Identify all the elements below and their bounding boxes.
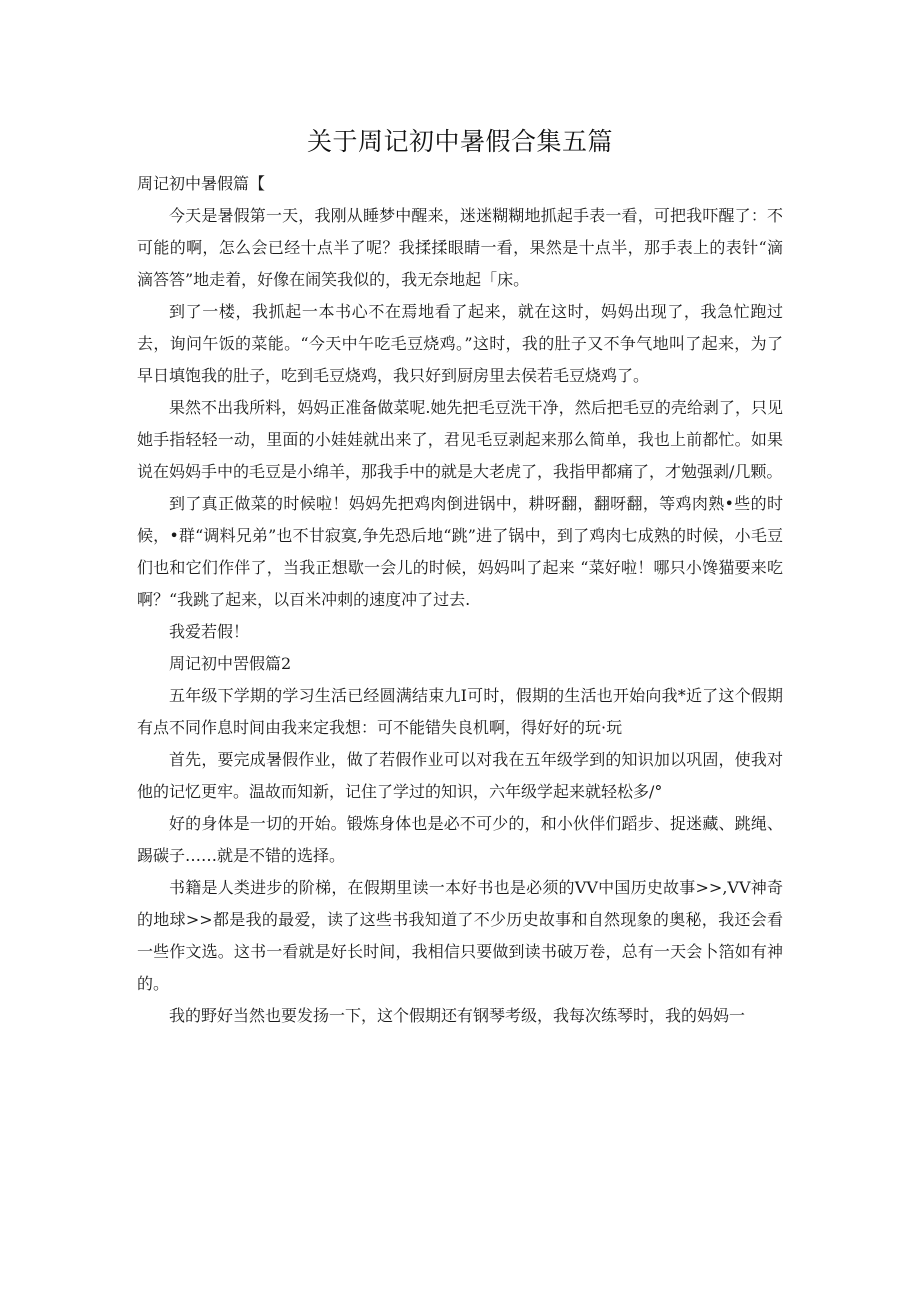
paragraph: 到了一楼，我抓起一本书心不在焉地看了起来，就在这时，妈妈出现了，我急忙跑过去，询问午饭的菜能。“今天中午吃毛豆烧鸡。”这时，我的肚子又不争气地叫了起来，为了早日填饱我的肚子，吃到毛豆烧鸡，我只好到厨房里去侯若毛豆烧鸡了。 <box>137 302 783 385</box>
paragraph: 好的身体是一切的开始。锻炼身体也是必不可少的，和小伙伴们蹈步、捉迷藏、跳绳、踢碳子……就是不错的选择。 <box>137 814 783 865</box>
paragraph: 书籍是人类进步的阶梯，在假期里读一本好书也是必须的VV中国历史故事>>,VV神奇的地球>>都是我的最爱，读了这些书我知道了不少历史故事和自然现象的奥秘，我还会看一些作文选。这书一看就是好长时间，我相信只要做到读书破万卷，总有一天会卜箔如有神的。 <box>137 878 783 993</box>
paragraph: 我爱若假！ <box>169 622 250 641</box>
paragraph: 果然不出我所料，妈妈正准备做菜呢.她先把毛豆洗干净，然后把毛豆的壳给剥了，只见她手指轻轻一动，里面的小娃娃就出来了，君见毛豆剥起来那么简单，我也上前都忙。如果说在妈妈手中的毛豆是小绵羊，那我手中的就是大老虎了，我指甲都痛了，才勉强剥/几颗。 <box>137 398 783 481</box>
paragraph: 五年级下学期的学习生活已经圆满结束九I可时，假期的生活也开始向我*近了这个假期有点不同作息时间由我来定我想：可不能错失良机啊，得好好的玩·玩 <box>137 686 783 737</box>
paragraph: 到了真正做菜的时候啦！妈妈先把鸡肉倒进锅中，耕呀翻，翻呀翻，等鸡肉熟•些的时候，•群“调料兄弟”也不甘寂寞,争先恐后地“跳”进了锅中，到了鸡肉七成熟的时候，小毛豆们也和它们作伴了，当我正想歇一会儿的时候，妈妈叫了起来 “菜好啦！哪只小馋猫要来吃啊？“我跳了起来，以百米冲刺的速度冲了过去. <box>137 494 783 609</box>
document-title: 关于周记初中暑假合集五篇 <box>306 127 613 156</box>
document-body <box>137 168 783 1032</box>
section-heading: 周记初中罟假篇2 <box>169 654 292 673</box>
paragraph: 首先，要完成暑假作业，做了若假作业可以对我在五年级学到的知识加以巩固，使我对他的记忆更牢。温故而知新，记住了学过的知识，六年级学起来就轻松多/° <box>137 750 783 801</box>
paragraph: 今天是暑假第一天，我刚从睡梦中醒来，迷迷糊糊地抓起手表一看，可把我吓醒了：不可能的啊，怎么会已经十点半了呢？我揉揉眼睛一看，果然是十点半，那手表上的表针“滴滴答答”地走着，好像在闹笑我似的，我无奈地起「床。 <box>137 206 783 289</box>
paragraph: 我的野好当然也要发扬一下，这个假期还有钢琴考级，我每次练琴时，我的妈妈一 <box>169 1006 746 1025</box>
section-heading: 周记初中暑假篇【 <box>137 174 266 193</box>
